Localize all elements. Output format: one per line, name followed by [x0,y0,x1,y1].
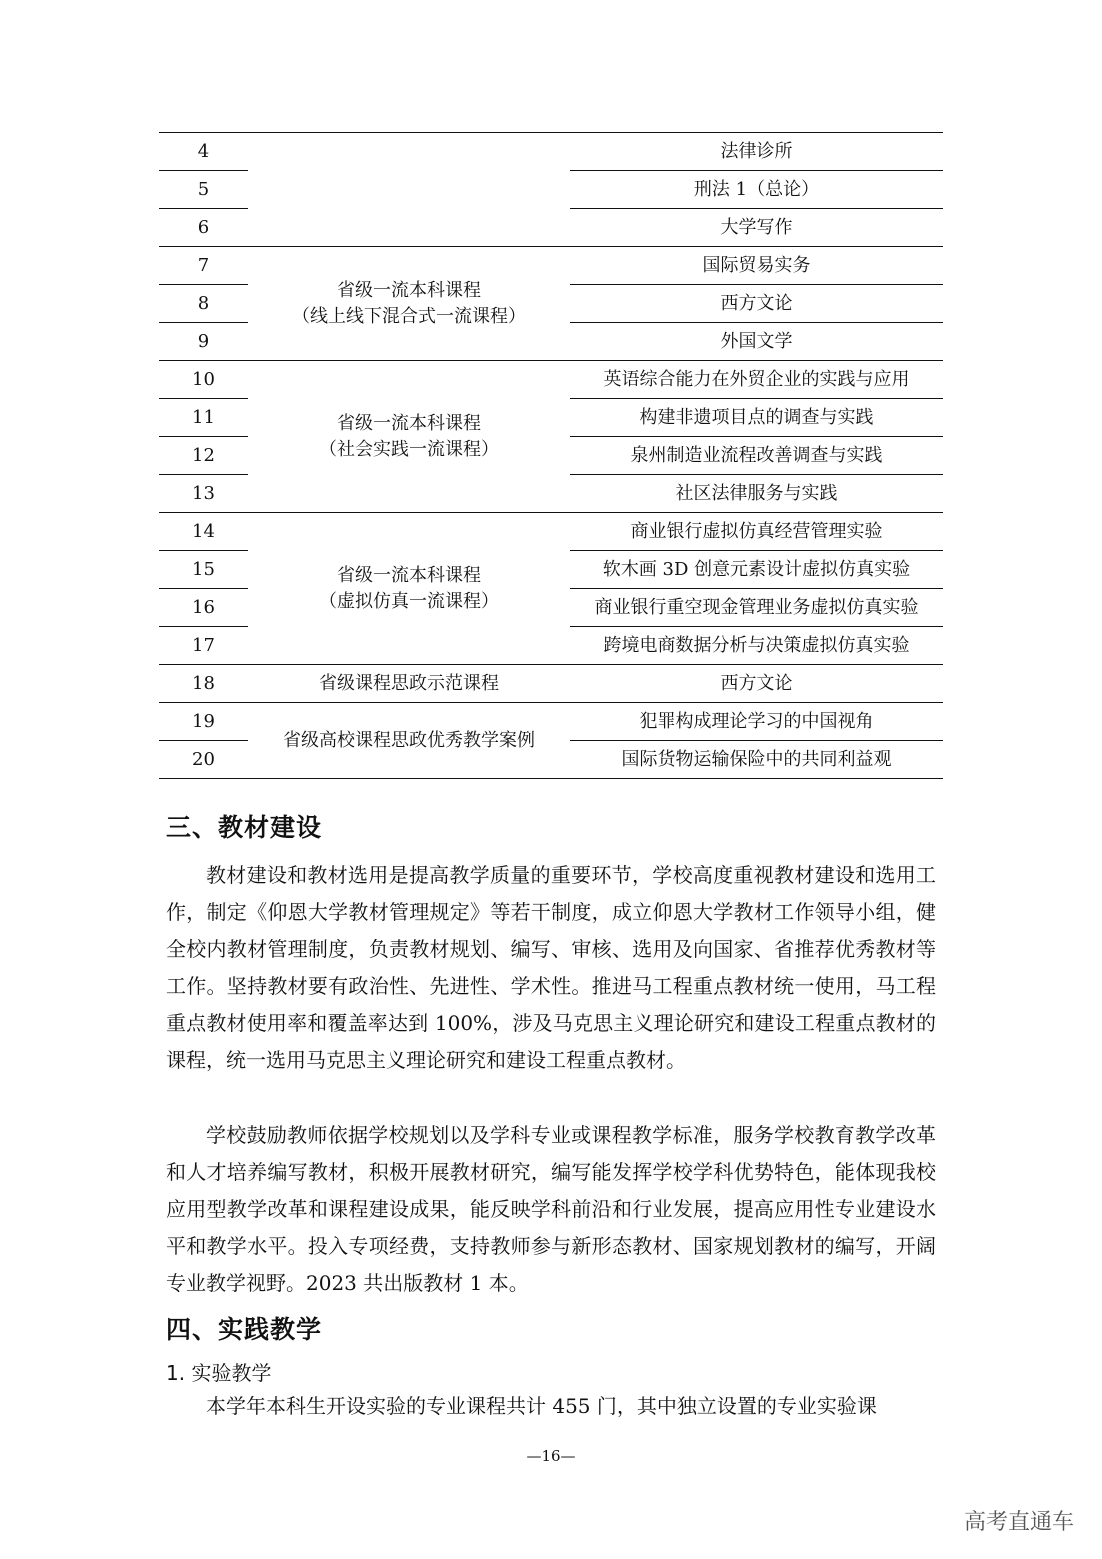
row-number: 17 [159,627,248,665]
row-number: 16 [159,589,248,627]
row-number: 12 [159,437,248,475]
course-name: 犯罪构成理论学习的中国视角 [570,703,943,741]
row-number: 18 [159,665,248,703]
row-number: 9 [159,323,248,361]
category-line: 省级一流本科课程 [337,279,481,301]
subsection-heading: 1. 实验教学 [166,1361,272,1385]
row-number: 15 [159,551,248,589]
watermark: 高考直通车 [963,1510,1074,1535]
category-line: 省级一流本科课程 [337,412,481,434]
category-line: （线上线下混合式一流课程） [292,305,526,327]
row-number: 11 [159,399,248,437]
course-name: 大学写作 [570,209,943,247]
row-number: 19 [159,703,248,741]
course-name: 软木画 3D 创意元素设计虚拟仿真实验 [570,551,943,589]
category-cell-empty [248,133,570,247]
table-row [159,665,943,703]
course-name: 刑法 1（总论） [570,171,943,209]
category-line: （社会实践一流课程） [319,438,499,460]
courses-table [159,132,943,779]
paragraph: 教材建设和教材选用是提高教学质量的重要环节，学校高度重视教材建设和选用工作，制定《仰恩大学教材管理规定》等若干制度，成立仰恩大学教材工作领导小组，健全校内教材管理制度，负责教材规划、编写、审核、选用及向国家、省推荐优秀教材等工作。坚持教材要有政治性、先进性、学术性。推进马工程重点教材统一使用，马工程重点教材使用率和覆盖率达到 100%，涉及马克思主义理论研究和建设工程重点教材的课程，统一选用马克思主义理论研究和建设工程重点教材。 [166,863,936,1072]
paragraph: 学校鼓励教师依据学校规划以及学科专业或课程教学标准，服务学校教育教学改革和人才培养编写教材，积极开展教材研究，编写能发挥学校学科优势特色，能体现我校应用型教学改革和课程建设成果，能反映学科前沿和行业发展，提高应用性专业建设水平和教学水平。投入专项经费，支持教师参与新形态教材、国家规划教材的编写，开阔专业教学视野。2023 共出版教材 1 本。 [166,1123,936,1295]
course-name: 国际贸易实务 [570,247,943,285]
table-row [159,703,943,741]
row-number: 10 [159,361,248,399]
course-name: 商业银行重空现金管理业务虚拟仿真实验 [570,589,943,627]
category-cell [248,247,570,361]
course-name: 法律诊所 [570,133,943,171]
row-number: 8 [159,285,248,323]
table-row [159,133,943,171]
table-row [159,361,943,399]
course-name: 社区法律服务与实践 [570,475,943,513]
row-number: 6 [159,209,248,247]
course-name: 西方文论 [570,285,943,323]
course-name: 泉州制造业流程改善调查与实践 [570,437,943,475]
category-line: （虚拟仿真一流课程） [319,590,499,612]
row-number: 5 [159,171,248,209]
course-name: 外国文学 [570,323,943,361]
row-number: 7 [159,247,248,285]
page-number: —16— [526,1447,576,1465]
course-name: 国际货物运输保险中的共同利益观 [570,741,943,779]
row-number: 13 [159,475,248,513]
category-cell [248,361,570,513]
table-row [159,247,943,285]
course-name: 构建非遗项目点的调查与实践 [570,399,943,437]
category-line: 省级一流本科课程 [337,564,481,586]
course-name: 商业银行虚拟仿真经营管理实验 [570,513,943,551]
category-cell: 省级高校课程思政优秀教学案例 [248,703,570,779]
table-row [159,513,943,551]
row-number: 4 [159,133,248,171]
section-heading: 三、教材建设 [166,813,323,842]
course-name: 跨境电商数据分析与决策虚拟仿真实验 [570,627,943,665]
course-name: 西方文论 [570,665,943,703]
row-number: 20 [159,741,248,779]
courses-table-container [159,132,943,779]
category-cell [248,513,570,665]
paragraph: 本学年本科生开设实验的专业课程共计 455 门，其中独立设置的专业实验课 [206,1394,877,1418]
section-heading: 四、实践教学 [166,1315,323,1344]
row-number: 14 [159,513,248,551]
course-name: 英语综合能力在外贸企业的实践与应用 [570,361,943,399]
category-cell: 省级课程思政示范课程 [248,665,570,703]
